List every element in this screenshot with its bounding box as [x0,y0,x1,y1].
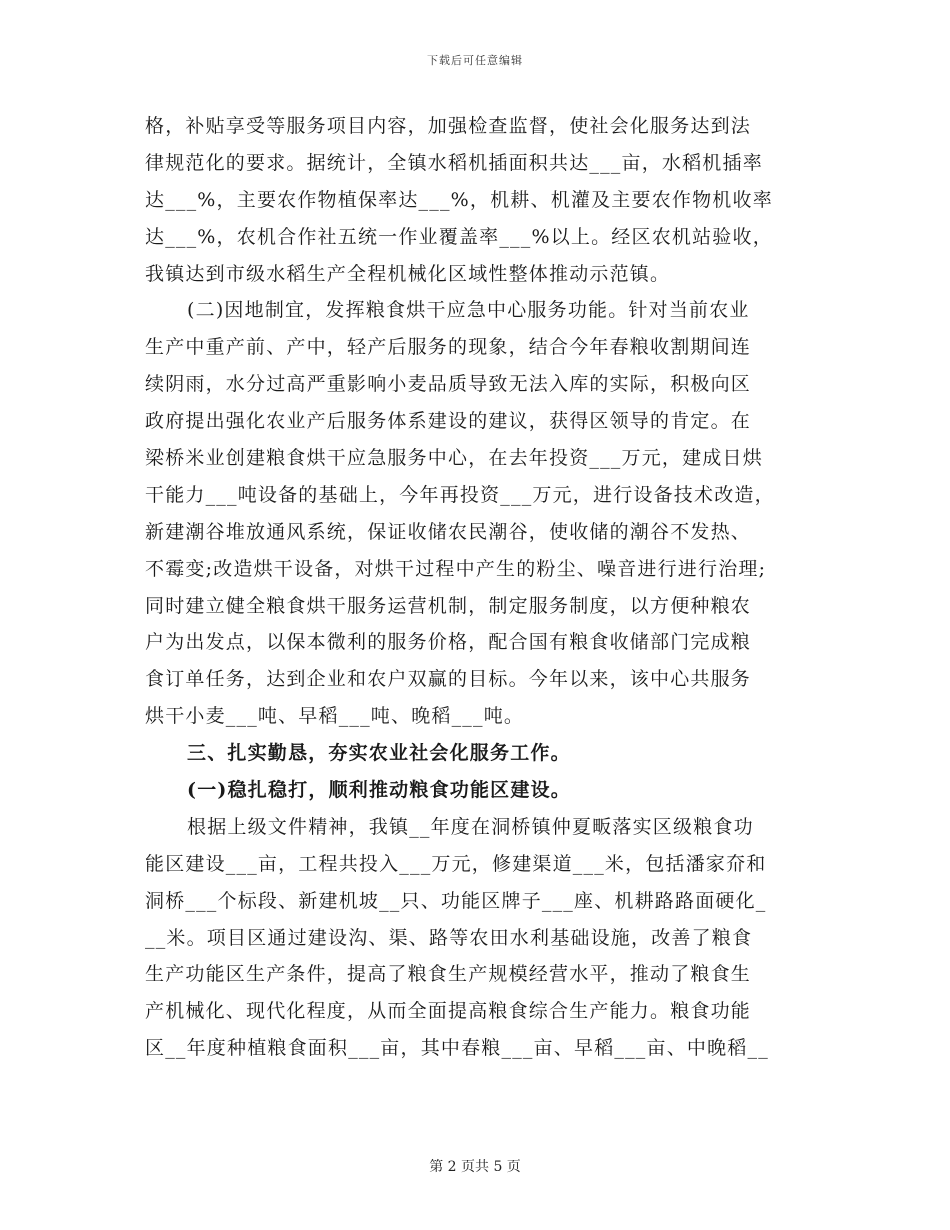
paragraph-line: 根据上级文件精神，我镇__年度在洞桥镇仲夏畈落实区级粮食功 [187,815,754,838]
section-heading-line: 三、扎实勤恳，夯实农业社会化服务工作。 [187,742,571,765]
section-heading-line: (一)稳扎稳打，顺利推动粮食功能区建设。 [187,779,571,802]
paragraph-line: 区__年度种植粮食面积___亩，其中春粮___亩、早稻___亩、中晚稻__ [145,1037,769,1060]
paragraph-line: 洞桥___个标段、新建机坡__只、功能区牌子___座、机耕路路面硬化_ [145,889,767,912]
paragraph-line: 续阴雨，水分过高严重影响小麦品质导致无法入库的实际，积极向区 [145,373,752,396]
paragraph-line: 产机械化、现代化程度，从而全面提高粮食综合生产能力。粮食功能 [145,1000,752,1023]
paragraph-line: 食订单任务，达到企业和农户双赢的目标。今年以来，该中心共服务 [145,668,752,691]
paragraph-line: 户为出发点，以保本微利的服务价格，配合国有粮食收储部门完成粮 [145,631,752,654]
paragraph-line: 生产功能区生产条件，提高了粮食生产规模经营水平，推动了粮食生 [145,963,752,986]
page-header: 下载后可任意编辑 [427,54,523,67]
page-footer: 第 2 页共 5 页 [429,1159,521,1175]
paragraph-line: (二)因地制宜，发挥粮食烘干应急中心服务功能。针对当前农业 [187,299,750,322]
paragraph-line: 梁桥米业创建粮食烘干应急服务中心，在去年投资___万元，建成日烘 [145,447,763,470]
paragraph-line: 达___%，农机合作社五统一作业覆盖率___%以上。经区农机站验收， [145,225,773,248]
paragraph-line: 干能力___吨设备的基础上，今年再投资___万元，进行设备技术改造， [145,483,775,506]
paragraph-line: 新建潮谷堆放通风系统，保证收储农民潮谷，使收储的潮谷不发热、 [145,520,752,543]
paragraph-line: 能区建设___亩，工程共投入___万元，修建渠道___米，包括潘家夼和 [145,852,767,875]
document-body [145,108,805,1067]
paragraph-line: 不霉变;改造烘干设备，对烘干过程中产生的粉尘、噪音进行进行治理; [145,557,767,580]
paragraph-line: 达___%，主要农作物植保率达___%，机耕、机灌及主要农作物机收率 [145,188,773,211]
paragraph-line: 烘干小麦___吨、早稻___吨、晚稻___吨。 [145,705,525,728]
paragraph-line: 同时建立健全粮食烘干服务运营机制，制定服务制度，以方便种粮农 [145,594,752,617]
paragraph-line: 格，补贴享受等服务项目内容，加强检查监督，使社会化服务达到法 [145,115,752,137]
paragraph-line: 律规范化的要求。据统计，全镇水稻机插面积共达___亩，水稻机插率 [145,151,763,174]
paragraph-line: __米。项目区通过建设沟、渠、路等农田水利基础设施，改善了粮食 [145,926,753,949]
paragraph-line: 生产中重产前、产中，轻产后服务的现象，结合今年春粮收割期间连 [145,336,752,359]
paragraph-line: 我镇达到市级水稻生产全程机械化区域性整体推动示范镇。 [145,262,671,285]
paragraph-line: 政府提出强化农业产后服务体系建设的建议，获得区领导的肯定。在 [145,410,752,433]
